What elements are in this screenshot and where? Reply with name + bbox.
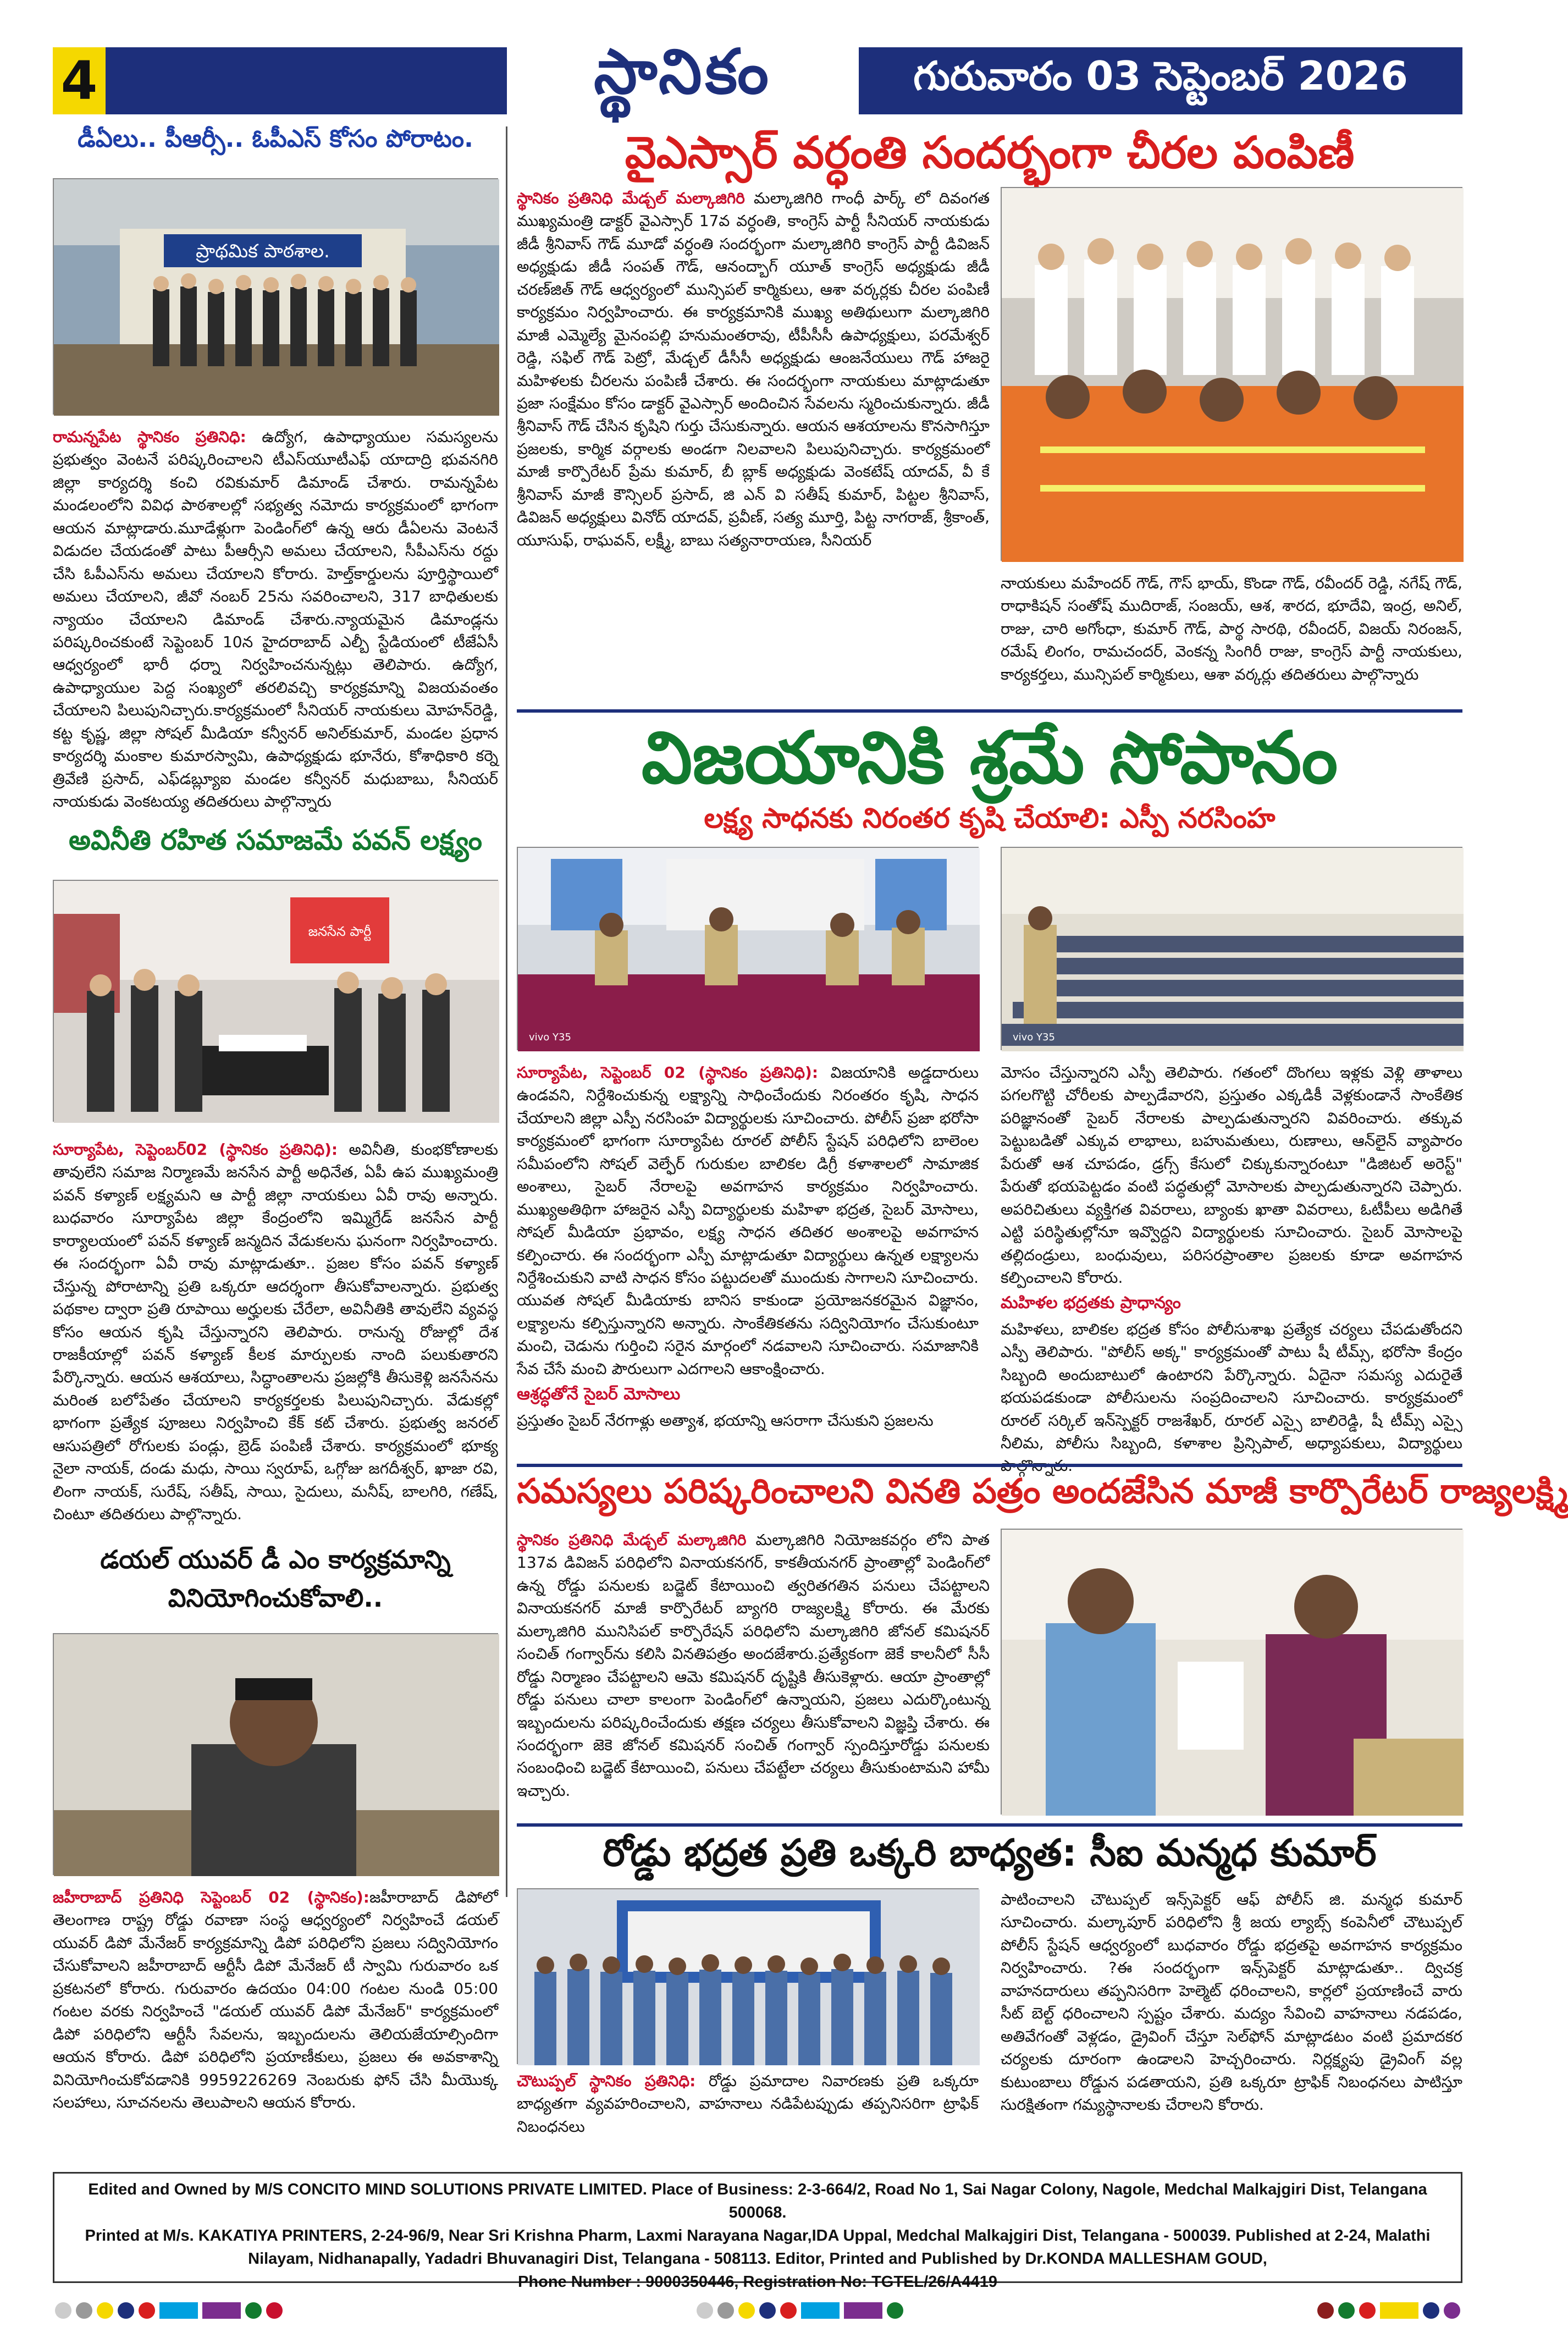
imprint-footer xyxy=(53,2172,1462,2291)
color-bar-left xyxy=(53,2302,285,2319)
headline-dial-your-dm-1: డయల్ యువర్ డీ ఎం కార్యక్రమాన్ని xyxy=(100,1545,451,1574)
article-text: రోడ్డు ప్రమాదాల నివారణకు ప్రతి ఒక్కరూ బాధ్యతగా వ్యవహరించాలని, వాహనాలు నడిపేటప్పుడు తప్పనిసరిగా ట్రాఫిక్ నిబంధనలు xyxy=(517,2072,979,2136)
photo-stamp: vivo Y35 xyxy=(529,1032,571,1043)
photo-stamp: vivo Y35 xyxy=(1013,1032,1055,1043)
imprint-line-3: Nilayam, Nidhanapally, Yadadri Bhuvanagiri Dist, Telangana - 508113. Editor, Printed and Published by Dr.KONDA MALLESHAM GOUD, xyxy=(248,2250,1267,2268)
article-dial-dm-body xyxy=(53,1886,498,2117)
article-text: ప్రస్తుతం సైబర్ నేరగాళ్లు అత్యాశ, భయాన్ని ఆసరాగా చేసుకుని ప్రజలను xyxy=(517,1411,934,1430)
headline-hardwork-success: విజయానికి శ్రమే సోపానం xyxy=(641,716,1338,799)
header-band-left xyxy=(106,47,507,114)
article-text: జహీరాబాద్ డిపోలో తెలంగాణ రాష్ట్ర రోడ్డు రవాణా సంస్థ ఆధ్వర్యంలో నిర్వహించే డయల్ యువర్ డిపో మేనేజర్ కార్యక్రమాన్ని డిపో పరిధిలోని ప్రజలు సద్వినియోగం చేసుకోవాలని జహీరాబాద్ ఆర్టీసీ డిపో మేనేజర్ టీ స్వామి గురువారం ఒక ప్రకటనలో కోరారు. గురువారం ఉదయం 04:00 గంటల నుండి 05:00 గంటల వరకు నిర్వహించే "డయల్ యువర్ డిపో మేనేజర్" కార్యక్రమంలో డిపో పరిధిలోని ఆర్టీసీ సేవలను, ఇబ్బందులను తెలియజేయాల్సిందిగా ఆయన కోరారు. డిపో పరిధిలోని ప్రయాణీకులు, ప్రజలు ఈ అవకాశాన్ని వినియోగించుకోవడానికి 9959226269 నెంబరుకు ఫోన్ చేసి మీయొక్క సలహాలు, సూచనలను తెలుపాలని ఆయన కోరారు. xyxy=(53,1888,498,2111)
section-rule xyxy=(517,709,1462,713)
photo-petition-handover xyxy=(1001,1529,1462,1815)
article-text: ఉద్యోగ, ఉపాధ్యాయుల సమస్యలను ప్రభుత్వం వెంటనే పరిష్కరించాలని టీఎస్‌యూటీఎఫ్ యాదాద్రి భువనగిరి జిల్లా కార్యదర్శి కంచి రవికుమార్ డిమాండ్ చేశారు. రామన్నపేట మండలంలోని వివిధ పాఠశాలల్లో సభ్యత్వ నమోదు కార్యక్రమంలో భాగంగా ఆయన మాట్లాడారు.మూడేళ్లుగా పెండింగ్‌లో ఉన్న ఆరు డీఏలను వెంటనే విడుదల చేయడంతో పాటు పీఆర్సీని అమలు చేయాలని, సీపీఎస్‌ను రద్దు చేసి ఓపీఎస్‌ను అమలు చేయాలని కోరారు. హెల్త్‌కార్డులను పూర్తిస్థాయిలో అమలు చేయాలని, జీవో నంబర్ 25ను సవరించాలని, 317 బాధితులకు న్యాయం చేయాలని డిమాండ్ చేశారు.న్యాయమైన డిమాండ్లను పరిష్కరించకుంటే సెప్టెంబర్ 10న హైదరాబాద్ ఎల్బీ స్టేడియంలో టీజేఏసీ ఆధ్వర్యంలో భారీ ధర్నా నిర్వహించనున్నట్లు తెలిపారు. ఉద్యోగ, ఉపాధ్యాయుల పెద్ద సంఖ్యలో తరలివచ్చి కార్యక్రమాన్ని విజయవంతం చేయాలని పిలుపునిచ్చారు.కార్యక్రమంలో సీనియర్ నాయకులు మోహన్‌రెడ్డి, కట్ట కృష్ణ, జిల్లా సోషల్ మీడియా కన్వీనర్ అనిల్‌కుమార్, మండల ప్రధాన కార్యదర్శి మంకాల కుమారస్వామి, ఉపాధ్యక్షుడు భూనేరు, కోశాధికారి కర్నె త్రివేణి ప్రసాద్, ఎఫ్‌డబ్ల్యూఐ మండల కన్వీనర్ మధుబాబు, సీనియర్ నాయకుడు వెంకటయ్య తదితరులు పాల్గొన్నారు xyxy=(53,428,498,810)
page-number: 4 xyxy=(53,47,106,114)
dateline: స్థానికం ప్రతినిధి మేడ్చల్ మల్కాజిగిరి xyxy=(517,1531,747,1549)
dateline: చౌటుప్పల్ స్థానికం ప్రతినిధి: xyxy=(517,2072,696,2090)
masthead: స్థానికం xyxy=(507,38,859,121)
dateline: సూర్యాపేట, సెప్టెంబర్02 (స్థానికం ప్రతినిధి): xyxy=(53,1140,338,1159)
headline-ysr-sarees: వైఎస్సార్ వర్ధంతి సందర్భంగా చీరల పంపిణీ xyxy=(625,127,1355,178)
headline-rajyalakshmi-petition: సమస్యలు పరిష్కరించాలని వినతి పత్రం అందజేసిన మాజీ కార్పొరేటర్ రాజ్యలక్ష్మి xyxy=(517,1471,1568,1511)
dateline: స్థానికం ప్రతినిధి మేడ్చల్ మల్కాజిగిరి xyxy=(517,189,745,207)
article-text: మహిళలు, బాలికల భద్రత కోసం పోలీసుశాఖ ప్రత్యేక చర్యలు చేపడుతోందని ఎస్పీ తెలిపారు. "పోలీస్ అక్క" కార్యక్రమంతో పాటు షీ టీమ్స్, భరోసా కేంద్రం సిబ్బంది అందుబాటులో ఉంటారని పేర్కొన్నారు. ఏదైనా సమస్య ఎదురైతే భయపడకుండా పోలీసులను సంప్రదించాలని సూచించారు. కార్యక్రమంలో రూరల్ సర్కిల్ ఇన్‌స్పెక్టర్ రాజశేఖర్, రూరల్ ఎస్సై బాలిరెడ్డి, షీ టీమ్స్ ఎస్సై నీలిమ, పోలీసు సిబ్బంది, కళాశాల ప్రిన్సిపాల్, అధ్యాపకులు, విద్యార్థులు xyxy=(1001,1320,1462,1452)
article-pawan-body xyxy=(53,1138,498,1523)
article-ysr-body xyxy=(517,187,990,698)
imprint-line-4: Phone Number : 9000350446, Registration No: TGTEL/26/A4419 xyxy=(518,2273,997,2291)
imprint-line-1: Edited and Owned by M/S CONCITO MIND SOLUTIONS PRIVATE LIMITED. Place of Business: 2-3-664/2, Road No 1, Sai Nagar Colony, Nagole, Medchal Malkajgiri Dist, Telangana 500068. xyxy=(88,2181,1427,2222)
photo-saree-distribution xyxy=(1001,187,1462,561)
column-divider xyxy=(506,126,507,1897)
headline-road-safety: రోడ్డు భద్రత ప్రతి ఒక్కరి బాధ్యత: సీఐ మన్మధ కుమార్ xyxy=(603,1832,1377,1875)
article-text: అవినీతి, కుంభకోణాలకు తావులేని సమాజ నిర్మాణమే జనసేన పార్టీ అధినేత, ఏపీ ఉప ముఖ్యమంత్రి పవన్ కళ్యాణ్ లక్ష్యమని ఆ పార్టీ జిల్లా నాయకులు ఏవీ రావు అన్నారు. బుధవారం సూర్యాపేట జిల్లా కేంద్రంలోని ఇమ్మిగ్రేడ్ జనసేన పార్టీ కార్యాలయంలో పవన్ కళ్యాణ్ జన్మదిన వేడుకలను ఘనంగా నిర్వహించారు. ఈ సందర్భంగా ఏవీ రావు మాట్లాడుతూ.. ప్రజల కోసం పవన్ కళ్యాణ్ చేస్తున్న పోరాటాన్ని ప్రతి ఒక్కరూ ఆదర్శంగా తీసుకోవాలన్నారు. ప్రభుత్వ పథకాల ద్వారా ప్రతి రూపాయి అర్హులకు చేరేలా, అవినీతికి తావులేని వ్యవస్థ కోసం ఆయన కృషి చేస్తున్నారని తెలిపారు. రానున్న రోజుల్లో దేశ రాజకీయాల్లో పవన్ కళ్యాణ్ కీలక మార్పులకు నాంది పలుకుతారని పేర్కొన్నారు. ఆయన ఆశయాలు, సిద్ధాంతాలను ప్రజల్లోకి తీసుకెళ్లి జనసేనను మరింత బలోపేతం చేయాలని కార్యకర్తలకు పిలుపునిచ్చారు. వేడుకల్లో భాగంగా ప్రత్యేక పూజలు నిర్వహించి కేక్ కట్ చేశారు. ప్రభుత్వ జనరల్ ఆసుపత్రిలో రోగులకు పండ్లు, బ్రెడ్ పంపిణీ చేశారు. కార్యక్రమంలో భూక్య నైలా నాయక్, దండు మధు, సాయి స్వరూప్, ఒగ్గోజు జగదీశ్వర్, ఖాజా రవి, లింగా నాయక్, సురేష్, సతీష్, సాయి, సైదులు, మనీష్, బాలగిరి, గణేష్, చింటూ తదితరులు పాల్గొన్నారు. xyxy=(53,1140,498,1523)
headline-da-prc-ops: డీఏలు.. పీఆర్సీ.. ఓపీఎస్ కోసం పోరాటం. xyxy=(78,125,473,153)
issue-date: గురువారం 03 సెప్టెంబర్ 2026 xyxy=(859,47,1462,114)
photo-students-hall xyxy=(1001,847,1462,1050)
janasena-banner: జనసేన పార్టీ xyxy=(308,924,372,939)
subheading-cyber: ఆశ్రద్ధతోనే సైబర్ మోసాలు xyxy=(517,1385,681,1404)
section-rule xyxy=(517,1823,1462,1827)
article-text: విజయానికి అడ్డదారులు ఉండవని, నిర్దేశించుకున్న లక్ష్యాన్ని సాధించేందుకు నిరంతరం కృషి, సాధన చేయాలని జిల్లా ఎస్పీ నరసింహ విద్యార్థులకు సూచించారు. పోలీస్ ప్రజా భరోసా కార్యక్రమంలో భాగంగా సూర్యాపేట రూరల్ పోలీస్ స్టేషన్ పరిధిలోని బాలెంల సమీపంలోని సోషల్ వెల్ఫేర్ గురుకుల బాలికల డిగ్రీ కళాశాలలో సామాజిక అంశాలు, సైబర్ నేరాలపై అవగాహన కార్యక్రమం నిర్వహించారు. ముఖ్యఅతిథిగా హాజరైన ఎస్పీ విద్యార్థులకు మహిళా భద్రత, సైబర్ మోసాలు, సోషల్ మీడియా ప్రభావం, లక్ష్య సాధన తదితర అంశాలపై అవగాహన కల్పించారు. ఈ సందర్భంగా ఎస్పీ మాట్లాడుతూ విద్యార్థులు ఉన్నత లక్ష్యాలను నిర్దేశించుకుని వాటి సాధన కోసం పట్టుదలతో ముందుకు సాగాలని సూచించారు. యువత సోషల్ మీడియాకు బానిస కాకుండా ప్రయోజనకరమైన విజ్ఞానం, లక్ష్యాలను కల్పిస్తున్నారని అన్నారు. సాంకేతికతను సద్వినియోగం చేసుకుంటూ మంచి, చెడును గుర్తించి సరైన మార్గంలో నడవాలని సూచించారు. సమాజానికి సేవ చేసే మంచి పౌరులుగా ఎదగాలని ఆకాంక్షించారు. xyxy=(517,1063,979,1378)
subhead-sp-narasimha: లక్ష్య సాధనకు నిరంతర కృషి చేయాలి: ఎస్పీ నరసింహ xyxy=(704,802,1276,834)
article-text: మల్కాజిగిరి గాంధీ పార్క్ లో దివంగత ముఖ్యమంత్రి డాక్టర్ వైఎస్సార్ 17వ వర్ధంతి, కాంగ్రెస్ పార్టీ సీనియర్ నాయకుడు జీడీ శ్రీనివాస్ గౌడ్ మూడో వర్ధంతి సందర్భంగా మల్కాజిగిరి కాంగ్రెస్ పార్టీ డివిజన్ అధ్యక్షుడు జీడీ సంపత్ గౌడ్, ఆనంద్బాగ్ యూత్ కాంగ్రెస్ అధ్యక్షుడు జీడీ చరణ్‌జిత్ గౌడ్ ఆధ్వర్యంలో మున్సిపల్ కార్మికులు, ఆశా వర్కర్లకు చీరల పంపిణీ కార్యక్రమం నిర్వహించారు. ఈ కార్యక్రమానికి ముఖ్య అతిథులుగా మల్కాజిగిరి మాజీ ఎమ్మెల్యే మైనంపల్లి హనుమంతరావు, టీపీసీసీ ఉపాధ్యక్షులు, పరమేశ్వర్ రెడ్డి, సఫిల్ గౌడ్ పెట్రో, మేడ్చల్ డీసీసీ అధ్యక్షుడు ఆంజనేయులు గౌడ్ హాజరై మహిళలకు చీరలను పంపిణీ చేశారు. ఈ సందర్భంగా నాయకులు మాట్లాడుతూ ప్రజా సంక్షేమం కోసం డాక్టర్ వైఎస్సార్ అందించిన సేవలను స్మరించుకున్నారు. జీడీ శ్రీనివాస్ గౌడ్ చేసిన కృషిని గుర్తు చేసుకున్నారు. ఆయన ఆశయాలను కొనసాగిస్తూ ప్రజలకు, కార్మిక వర్గాలకు అండగా నిలవాలని పిలుపునిచ్చారు. కార్యక్రమంలో మాజీ కార్పొరేటర్ ప్రేమ కుమార్, బీ బ్లాక్ అధ్యక్షుడు వెంకటేష్ యాదవ్, వీ కే శ్రీనివాస్ మాజీ కౌన్సిలర్ ప్రసాద్, జి ఎన్ వి సతీష్ కుమార్, పిట్టల శ్రీనివాస్, డివిజన్ అధ్యక్షులు వినోద్ యాదవ్, ప్రవీణ్, సత్య మూర్తి, పిట్ట నాగరాజ్, శ్రీకాంత్, యూసుఫ్, రాఘవన్, లక్ష్మీ, బాబు సత్యనారాయణ, సీనియర్ xyxy=(517,189,990,549)
school-name-board: ప్రాథమిక పాఠశాల. xyxy=(196,240,330,262)
color-bar-right xyxy=(1315,2302,1462,2319)
article-sp-col2 xyxy=(1001,1061,1462,1457)
photo-road-safety-group xyxy=(517,1888,979,2064)
article-text: మోసం చేస్తున్నారని ఎస్పీ తెలిపారు. గతంలో దొంగలు ఇళ్లకు వెళ్లి తాళాలు పగలగొట్టి చోరీలకు పాల్పడేవారని, ప్రస్తుతం ఎక్కడికీ వెళ్లకుండానే సాంకేతిక పరిజ్ఞానంతో సైబర్ నేరాలకు పాల్పడుతున్నారని వివరించారు. తక్కువ పెట్టుబడితో ఎక్కువ లాభాలు, బహుమతులు, రుణాలు, ఆన్‌లైన్ వ్యాపారం పేరుతో ఆశ చూపడం, డ్రగ్స్ కేసులో చిక్కుకున్నారంటూ "డిజిటల్ అరెస్ట్" పేరుతో భయపెట్టడం వంటి పద్ధతుల్లో మోసాలకు పాల్పడుతున్నారని చెప్పారు. అపరిచితులు వ్యక్తిగత వివరాలు, బ్యాంకు ఖాతా వివరాలు, ఓటీపీలు అడిగితే ఎట్టి పరిస్థితుల్లోనూ ఇవ్వొద్దని విద్యార్థులకు సూచించారు. సైబర్ మోసాలపై తల్లిదండ్రులు, బంధువులు, పరిసరప్రాంతాల ప్రజలకు కూడా అవగాహన కల్పించాలని కోరారు. xyxy=(1001,1063,1462,1287)
photo-sp-stage xyxy=(517,847,979,1050)
article-text: మల్కాజిగిరి నియోజకవర్గం లోని పాత 137వ డివిజన్ పరిధిలోని వినాయకనగర్, కాకతీయనగర్ ప్రాంతాల్లో పెండింగ్‌లో ఉన్న రోడ్డు పనులకు బడ్జెట్ కేటాయించి త్వరితగతిన పనులు చేపట్టాలని వినాయకనగర్ మాజీ కార్పొరేటర్ బ్యాగరి రాజ్యలక్ష్మి కోరారు. ఈ మేరకు మల్కాజిగిరి మునిసిపల్ కార్పొరేషన్ పరిధిలోని మల్కాజిగిరి జోనల్ కమిషనర్ సంచిత్ గంగ్వార్‌ను కలిసి వినతిపత్రం అందజేశారు.ప్రత్యేకంగా జెకే కాలనీలో సీసీ రోడ్డు నిర్మాణం చేపట్టాలని ఆమె కమిషనర్ దృష్టికి తీసుకెళ్లారు. ఆయా ప్రాంతాల్లో రోడ్డు పనులు చాలా కాలంగా పెండింగ్‌లో ఉన్నాయని, ప్రజలు ఎదుర్కొంటున్న ఇబ్బందులను పరిష్కరించేందుకు తక్షణ చర్యలు తీసుకోవాలని విజ్ఞప్తి చేశారు. ఈ సందర్భంగా జెకె జోనల్ కమిషనర్ సంచిత్ గంగ్వార్ స్పందిస్తూరోడ్డు పనులకు సంబంధించి బడ్జెట్ కేటాయించి, పనులు చేపట్టేలా చర్యలు తీసుకుంటామని హామీ ఇచ్చారు. xyxy=(517,1531,990,1800)
color-bar-center xyxy=(694,2302,906,2319)
article-road-safety-left xyxy=(517,2070,979,2152)
subheading-women-safety: మహిళల భద్రతకు ప్రాధాన్యం xyxy=(1001,1293,1181,1313)
article-rajyalakshmi-body xyxy=(517,1529,990,1837)
article-da-prc-ops-body xyxy=(53,426,498,810)
dateline: సూర్యాపేట, సెప్టెంబర్ 02 (స్థానికం ప్రతినిధి): xyxy=(517,1063,819,1082)
dateline: జహీరాబాద్ ప్రతినిధి సెప్టెంబర్ 02 (స్థానికం): xyxy=(53,1888,369,1906)
headline-pawan-goal: అవినీతి రహిత సమాజమే పవన్ లక్ష్యం xyxy=(68,824,483,856)
headline-dial-your-dm-2: వినియోగించుకోవాలి.. xyxy=(168,1583,383,1613)
imprint-line-2: Printed at M/s. KAKATIYA PRINTERS, 2-24-96/9, Near Sri Krishna Pharm, Laxmi Narayana Nagar,IDA Uppal, Medchal Malkajgiri Dist, Telangana - 500039. Published at 2-24, Malathi xyxy=(85,2227,1431,2245)
caption-saree-participants: నాయకులు మహేందర్ గౌడ్, గౌస్ భాయ్, కొండా గౌడ్, రవీందర్ రెడ్డి, నగేష్ గౌడ్, రాధాకిషన్ సంతోష్ ముదిరాజ్, సంజయ్, ఆశ, శారద, భూదేవి, ఇంద్ర, అనిల్, రాజు, చారి అగోంధా, కుమార్ గౌడ్, పార్థ సారథి, రవీందర్, విజయ్ నిరంజన్, రమేష్ లింగం, రామచందర్, వెంకన్న సింగిరీ రాజు, కాంగ్రెస్ పార్టీ నాయకులు, కార్యకర్తలు, మున్సిపల్ కార్మికులు, ఆశా వర్కర్లు తదితరులు పాల్గొన్నారు xyxy=(1001,574,1462,683)
photo-teachers-school xyxy=(53,178,498,415)
article-sp-col1 xyxy=(517,1061,979,1457)
registration-marks xyxy=(53,2294,1462,2327)
photo-depot-manager xyxy=(53,1633,498,1875)
dateline: రామన్నపేట స్థానికం ప్రతినిధి: xyxy=(53,428,246,446)
section-rule xyxy=(517,1464,1462,1467)
article-road-safety-right: పాటించాలని చౌటుప్పల్ ఇన్స్‌పెక్టర్ ఆఫ్ పోలీస్ జి. మన్మధ కుమార్ సూచించారు. మల్కాపూర్ పరిధిలోని శ్రీ జయ ల్యాబ్స్ కంపెనీలో చౌటుప్పల్ పోలీస్ స్టేషన్ ఆధ్వర్యంలో బుధవారం రోడ్డు భద్రతపై అవగాహన కార్యక్రమం నిర్వహించారు. ?ఈ సందర్భంగా ఇన్స్‌పెక్టర్ మాట్లాడుతూ.. ద్విచక్ర వాహనదారులు తప్పనిసరిగా హెల్మెట్ ధరించాలని, కార్లలో ప్రయాణించే వారు సీట్ బెల్ట్ ధరించాలని స్పష్టం చేశారు. మద్యం సేవించి వాహనాలు నడపడం, అతివేగంతో వెళ్లడం, డ్రైవింగ్ చేస్తూ సెల్‌ఫోన్ మాట్లాడటం వంటి ప్రమాదకర చర్యలకు దూరంగా ఉండాలని హెచ్చరించారు. నిర్లక్ష్యపు డ్రైవింగ్ వల్ల కుటుంబాలు రోడ్డున పడతాయని, ప్రతి ఒక్కరూ ట్రాఫిక్ నిబంధనలు పాటిస్తూ సురక్షితంగా గమ్యస్థానాలకు చేరాలని కోరారు. xyxy=(1001,1890,1462,2114)
photo-janasena-celebration xyxy=(53,880,498,1122)
